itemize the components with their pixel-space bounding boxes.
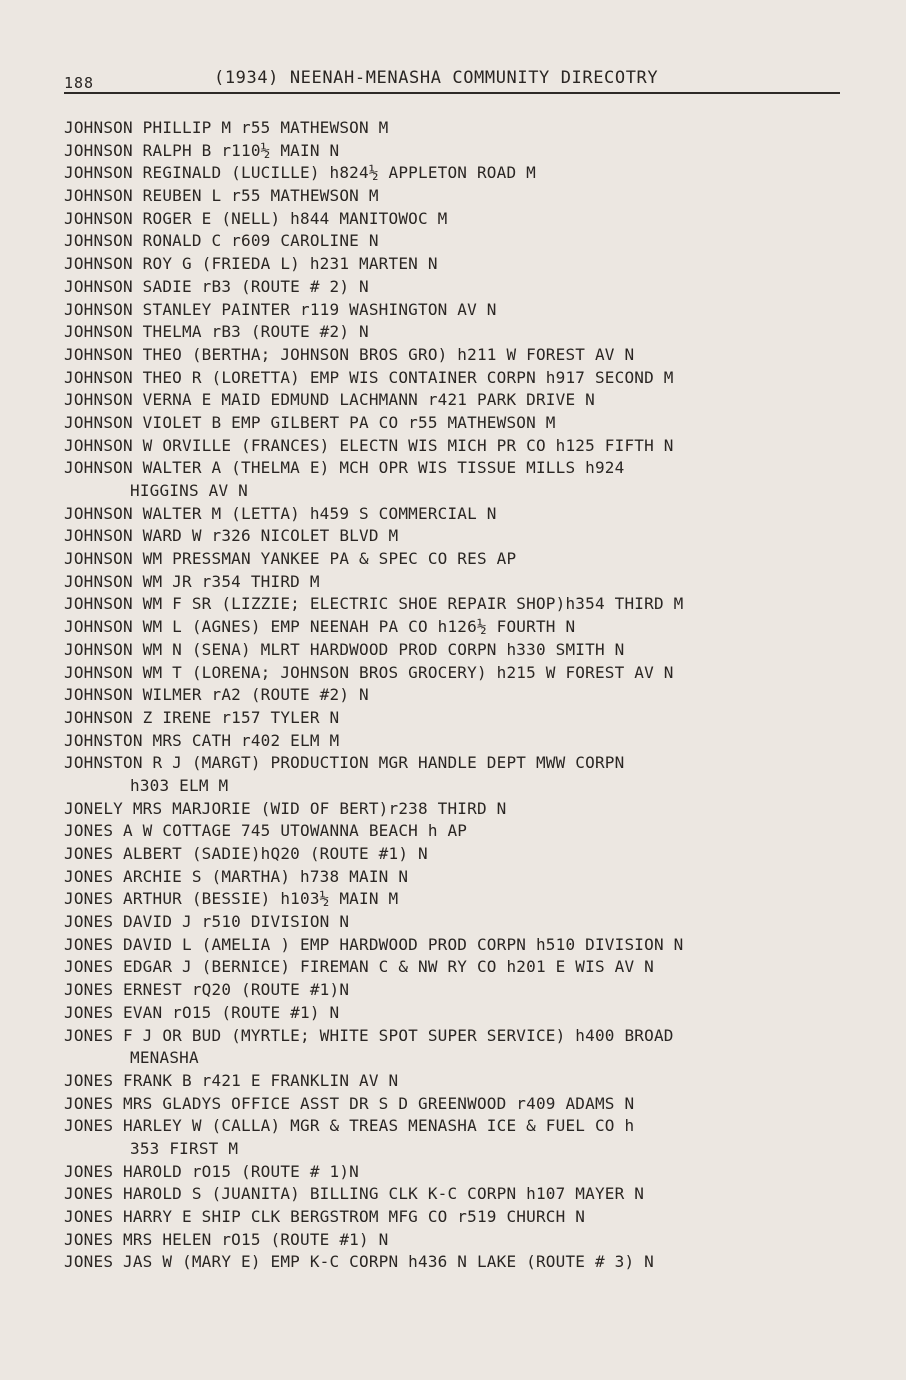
directory-entry-continuation: h303 ELM M — [130, 775, 229, 795]
directory-entry: JOHNSON WALTER A (THELMA E) MCH OPR WIS TISSUE MILLS h924 — [64, 458, 625, 478]
directory-entry: JONELY MRS MARJORIE (WID OF BERT)r238 THIRD N — [64, 798, 507, 818]
directory-entry: JONES HARRY E SHIP CLK BERGSTROM MFG CO r519 CHURCH N — [64, 1207, 586, 1226]
directory-entry: JOHNSON WALTER M (LETTA) h459 S COMMERCIAL N — [64, 503, 497, 523]
directory-entry: JONES DAVID J r510 DIVISION N — [64, 912, 350, 932]
directory-entry: JOHNSON ROGER E (NELL) h844 MANITOWOC M — [64, 208, 448, 228]
directory-entry: JONES MRS GLADYS OFFICE ASST DR S D GREENWOOD r409 ADAMS N — [64, 1093, 635, 1113]
directory-entry: JOHNSON THEO R (LORETTA) EMP WIS CONTAINER CORPN h917 SECOND M — [64, 367, 674, 387]
directory-entry: JOHNSON THEO (BERTHA; JOHNSON BROS GRO) h211 W FOREST AV N — [64, 344, 635, 364]
directory-entry: JOHNSTON R J (MARGT) PRODUCTION MGR HANDLE DEPT MWW CORPN — [64, 753, 625, 773]
directory-entry: JONES HARLEY W (CALLA) MGR & TREAS MENASHA ICE & FUEL CO h — [64, 1116, 635, 1136]
directory-entry: JOHNSON WM PRESSMAN YANKEE PA & SPEC CO RES AP — [64, 549, 517, 569]
directory-entry: JONES JAS W (MARY E) EMP K-C CORPN h436 N LAKE (ROUTE # 3) N — [64, 1252, 654, 1272]
directory-entry: JOHNSON WM L (AGNES) EMP NEENAH PA CO h126½ FOURTH N — [64, 617, 576, 637]
directory-entry: JONES FRANK B r421 E FRANKLIN AV N — [64, 1070, 399, 1090]
directory-entry: JONES ALBERT (SADIE)hQ20 (ROUTE #1) N — [64, 844, 428, 863]
directory-entry: JOHNSON WM JR r354 THIRD M — [64, 571, 320, 591]
directory-entry: JONES ARCHIE S (MARTHA) h738 MAIN N — [64, 866, 409, 886]
directory-entry: JOHNSON REGINALD (LUCILLE) h824½ APPLETON ROAD M — [64, 163, 536, 183]
directory-entry: JONES ERNEST rQ20 (ROUTE #1)N — [64, 980, 350, 1000]
directory-entries — [64, 117, 864, 1274]
directory-entry: JOHNSON THELMA rB3 (ROUTE #2) N — [64, 322, 369, 342]
directory-entry: JOHNSON WM N (SENA) MLRT HARDWOOD PROD CORPN h330 SMITH N — [64, 639, 625, 659]
page-number: 188 — [64, 74, 95, 92]
directory-entry: JONES DAVID L (AMELIA ) EMP HARDWOOD PROD CORPN h510 DIVISION N — [64, 934, 684, 954]
directory-entry: JOHNSON STANLEY PAINTER r119 WASHINGTON AV N — [64, 299, 497, 319]
directory-entry: JONES F J OR BUD (MYRTLE; WHITE SPOT SUPER SERVICE) h400 BROAD — [64, 1025, 674, 1045]
page-header — [64, 64, 840, 94]
directory-entry: JOHNSON RONALD C r609 CAROLINE N — [64, 231, 379, 251]
directory-entry: JOHNSON VIOLET B EMP GILBERT PA CO r55 MATHEWSON M — [64, 412, 556, 432]
directory-entry: JOHNSON ROY G (FRIEDA L) h231 MARTEN N — [64, 254, 438, 274]
directory-entry-continuation: HIGGINS AV N — [130, 481, 248, 500]
directory-entry: JOHNSON Z IRENE r157 TYLER N — [64, 707, 340, 727]
directory-entry: JOHNSON WARD W r326 NICOLET BLVD M — [64, 526, 399, 546]
directory-entry: JOHNSON SADIE rB3 (ROUTE # 2) N — [64, 276, 369, 296]
directory-entry: JOHNSON W ORVILLE (FRANCES) ELECTN WIS MICH PR CO h125 FIFTH N — [64, 435, 674, 455]
directory-entry: JOHNSON WILMER rA2 (ROUTE #2) N — [64, 685, 369, 705]
directory-entry: JOHNSON WM T (LORENA; JOHNSON BROS GROCERY) h215 W FOREST AV N — [64, 662, 674, 682]
directory-entry: JOHNSON PHILLIP M r55 MATHEWSON M — [64, 118, 389, 137]
directory-entry: JONES EVAN rO15 (ROUTE #1) N — [64, 1002, 340, 1022]
directory-entry: JOHNSON RALPH B r110½ MAIN N — [64, 140, 340, 160]
directory-entry: JONES HAROLD S (JUANITA) BILLING CLK K-C CORPN h107 MAYER N — [64, 1184, 645, 1204]
directory-entry: JONES ARTHUR (BESSIE) h103½ MAIN M — [64, 889, 399, 909]
directory-entry: JONES EDGAR J (BERNICE) FIREMAN C & NW RY CO h201 E WIS AV N — [64, 957, 654, 977]
directory-entry-continuation: MENASHA — [130, 1048, 199, 1068]
directory-entry: JOHNSON WM F SR (LIZZIE; ELECTRIC SHOE REPAIR SHOP)h354 THIRD M — [64, 594, 684, 614]
directory-entry: JOHNSON REUBEN L r55 MATHEWSON M — [64, 186, 379, 206]
directory-entry: JONES MRS HELEN rO15 (ROUTE #1) N — [64, 1229, 389, 1249]
directory-title: (1934) NEENAH-MENASHA COMMUNITY DIRECOTRY — [214, 68, 659, 88]
directory-entry: JONES HAROLD rO15 (ROUTE # 1)N — [64, 1161, 359, 1181]
directory-entry-continuation: 353 FIRST M — [130, 1138, 239, 1158]
directory-entry: JOHNSTON MRS CATH r402 ELM M — [64, 730, 340, 750]
directory-entry: JONES A W COTTAGE 745 UTOWANNA BEACH h AP — [64, 821, 468, 841]
directory-entry: JOHNSON VERNA E MAID EDMUND LACHMANN r421 PARK DRIVE N — [64, 390, 595, 410]
